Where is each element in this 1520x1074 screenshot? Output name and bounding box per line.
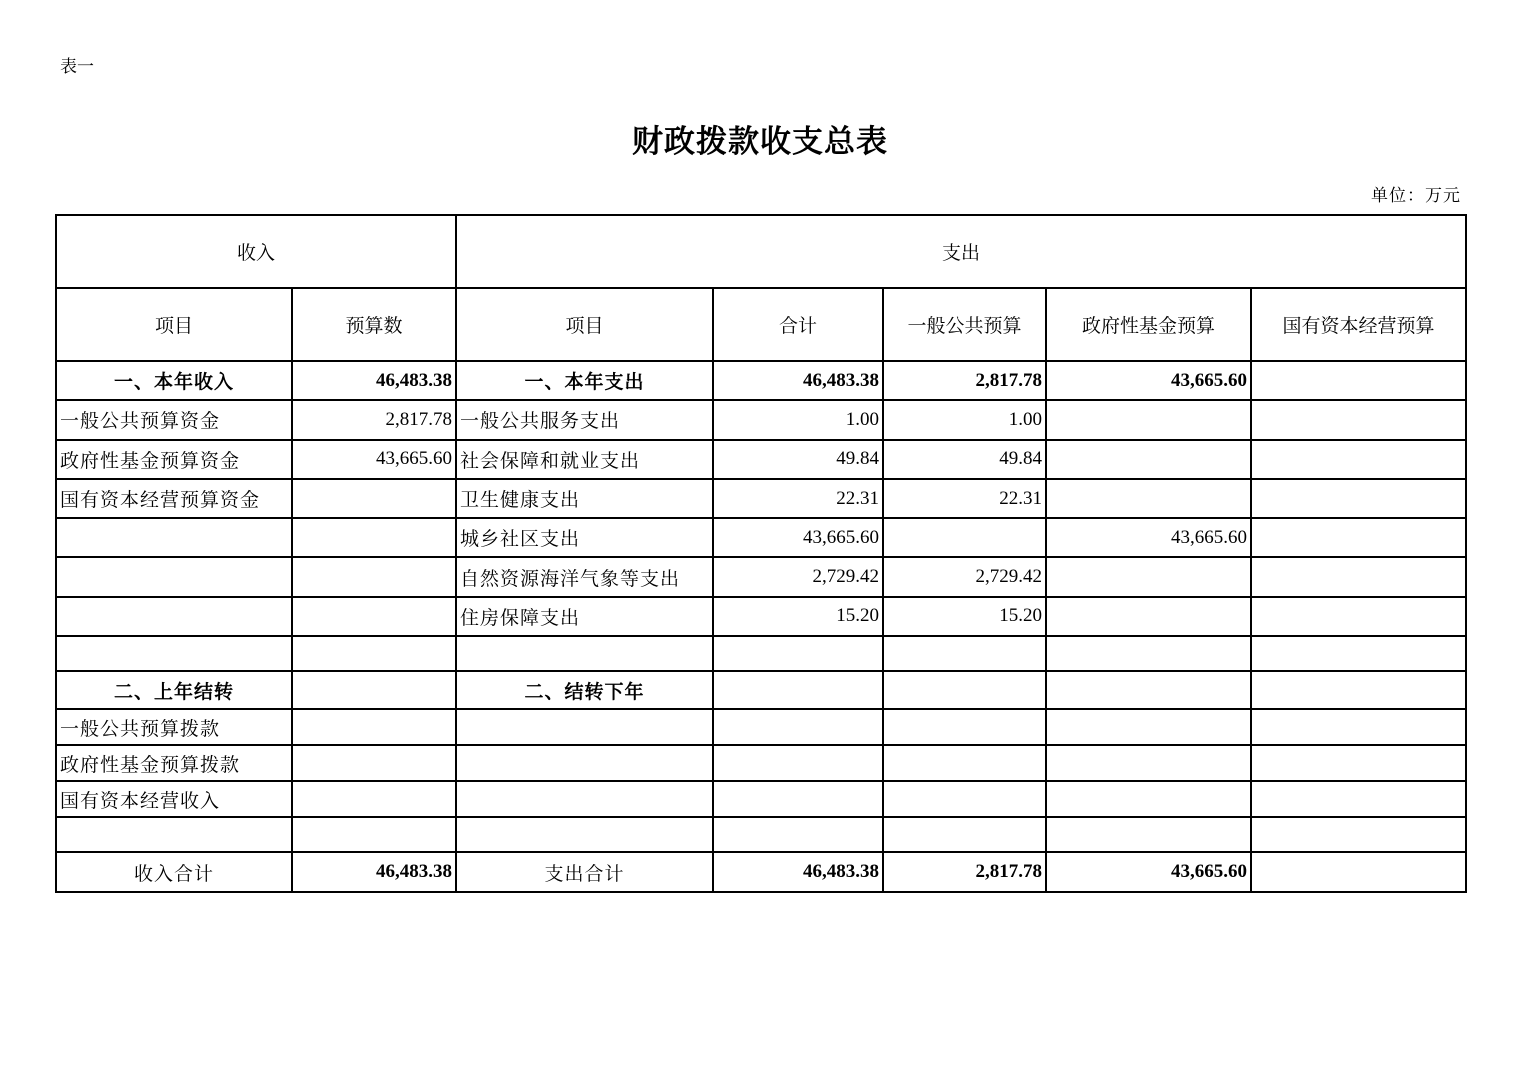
expense-label: 自然资源海洋气象等支出 bbox=[456, 557, 713, 596]
total-value: 2,729.42 bbox=[713, 557, 883, 596]
total-value: 15.20 bbox=[713, 597, 883, 636]
table-row bbox=[56, 361, 1466, 400]
table-row bbox=[56, 597, 1466, 636]
income-total-label: 收入合计 bbox=[56, 852, 292, 892]
fund-value bbox=[1046, 440, 1251, 479]
header-row-top bbox=[56, 215, 1466, 288]
fund-value: 43,665.60 bbox=[1046, 361, 1251, 400]
income-label bbox=[56, 518, 292, 557]
income-budget-header: 预算数 bbox=[292, 288, 456, 361]
general-value: 2,817.78 bbox=[883, 852, 1046, 892]
state-value bbox=[1251, 440, 1466, 479]
fund-value: 43,665.60 bbox=[1046, 852, 1251, 892]
empty-row bbox=[56, 636, 1466, 671]
income-label: 政府性基金预算资金 bbox=[56, 440, 292, 479]
income-label: 一、本年收入 bbox=[56, 361, 292, 400]
state-value bbox=[1251, 479, 1466, 518]
total-value: 46,483.38 bbox=[713, 361, 883, 400]
empty-row bbox=[56, 817, 1466, 852]
expense-label: 一般公共服务支出 bbox=[456, 400, 713, 439]
state-value bbox=[1251, 400, 1466, 439]
general-value: 15.20 bbox=[883, 597, 1046, 636]
fund-value bbox=[1046, 597, 1251, 636]
expense-label: 社会保障和就业支出 bbox=[456, 440, 713, 479]
state-value bbox=[1251, 361, 1466, 400]
expense-total-label: 支出合计 bbox=[456, 852, 713, 892]
general-value bbox=[883, 518, 1046, 557]
expense-header: 支出 bbox=[456, 215, 1466, 288]
income-value bbox=[292, 557, 456, 596]
state-value bbox=[1251, 597, 1466, 636]
table-row bbox=[56, 671, 1466, 709]
table-row bbox=[56, 440, 1466, 479]
state-value bbox=[1251, 557, 1466, 596]
income-value bbox=[292, 479, 456, 518]
general-value: 2,817.78 bbox=[883, 361, 1046, 400]
state-capital-header: 国有资本经营预算 bbox=[1251, 288, 1466, 361]
income-total-value: 46,483.38 bbox=[292, 852, 456, 892]
expense-label: 二、结转下年 bbox=[456, 671, 713, 709]
general-value: 1.00 bbox=[883, 400, 1046, 439]
total-value: 46,483.38 bbox=[713, 852, 883, 892]
income-value bbox=[292, 597, 456, 636]
income-label: 政府性基金预算拨款 bbox=[56, 745, 292, 781]
general-value: 2,729.42 bbox=[883, 557, 1046, 596]
totals-row bbox=[56, 852, 1466, 892]
expense-label: 住房保障支出 bbox=[456, 597, 713, 636]
header-row-columns bbox=[56, 288, 1466, 361]
table-row bbox=[56, 479, 1466, 518]
state-value bbox=[1251, 518, 1466, 557]
total-header: 合计 bbox=[713, 288, 883, 361]
income-value: 2,817.78 bbox=[292, 400, 456, 439]
table-row bbox=[56, 400, 1466, 439]
income-header: 收入 bbox=[56, 215, 456, 288]
income-value: 43,665.60 bbox=[292, 440, 456, 479]
table-row bbox=[56, 557, 1466, 596]
table-number-label: 表一 bbox=[60, 57, 94, 77]
general-value: 49.84 bbox=[883, 440, 1046, 479]
general-budget-header: 一般公共预算 bbox=[883, 288, 1046, 361]
budget-table bbox=[55, 214, 1467, 893]
general-value: 22.31 bbox=[883, 479, 1046, 518]
income-label: 一般公共预算资金 bbox=[56, 400, 292, 439]
expense-label: 一、本年支出 bbox=[456, 361, 713, 400]
table-row bbox=[56, 518, 1466, 557]
state-value bbox=[1251, 852, 1466, 892]
page-title: 财政拨款收支总表 bbox=[632, 124, 888, 160]
income-item-header: 项目 bbox=[56, 288, 292, 361]
unit-label: 单位：万元 bbox=[1371, 186, 1461, 206]
income-label: 国有资本经营预算资金 bbox=[56, 479, 292, 518]
fund-budget-header: 政府性基金预算 bbox=[1046, 288, 1251, 361]
income-label bbox=[56, 597, 292, 636]
expense-label: 卫生健康支出 bbox=[456, 479, 713, 518]
table-row bbox=[56, 745, 1466, 781]
total-value: 49.84 bbox=[713, 440, 883, 479]
income-label bbox=[56, 557, 292, 596]
total-value: 1.00 bbox=[713, 400, 883, 439]
total-value: 43,665.60 bbox=[713, 518, 883, 557]
expense-label: 城乡社区支出 bbox=[456, 518, 713, 557]
income-value: 46,483.38 bbox=[292, 361, 456, 400]
income-value bbox=[292, 518, 456, 557]
total-value: 22.31 bbox=[713, 479, 883, 518]
table-row bbox=[56, 781, 1466, 817]
fund-value: 43,665.60 bbox=[1046, 518, 1251, 557]
table-row bbox=[56, 709, 1466, 745]
income-label: 国有资本经营收入 bbox=[56, 781, 292, 817]
fund-value bbox=[1046, 557, 1251, 596]
fund-value bbox=[1046, 479, 1251, 518]
fund-value bbox=[1046, 400, 1251, 439]
expense-item-header: 项目 bbox=[456, 288, 713, 361]
income-label: 二、上年结转 bbox=[56, 671, 292, 709]
income-label: 一般公共预算拨款 bbox=[56, 709, 292, 745]
